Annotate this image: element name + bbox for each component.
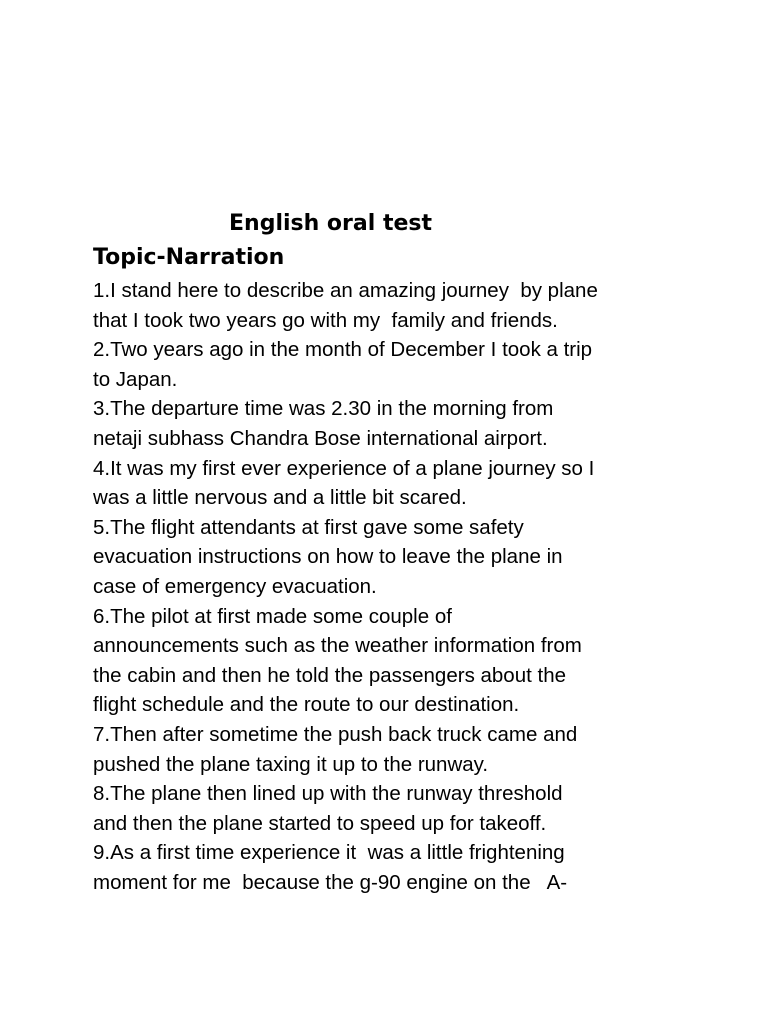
text-line: 8.The plane then lined up with the runway threshold xyxy=(93,782,563,806)
text-line: 9.As a first time experience it was a little frightening xyxy=(93,841,565,865)
text-line: 3.The departure time was 2.30 in the morning from xyxy=(93,397,554,421)
text-line: 7.Then after sometime the push back truck came and xyxy=(93,722,578,746)
text-line: the cabin and then he told the passengers about the xyxy=(93,663,567,687)
document-title: English oral test xyxy=(229,211,432,236)
text-line: 6.The pilot at first made some couple of xyxy=(93,604,452,628)
text-line: netaji subhass Chandra Bose international airport. xyxy=(93,426,548,450)
text-line: 1.I stand here to describe an amazing journey by plane xyxy=(93,279,598,302)
text-line: moment for me because the g-90 engine on the A- xyxy=(93,870,568,894)
text-line: evacuation instructions on how to leave the plane in xyxy=(93,545,563,569)
text-line: 2.Two years ago in the month of December I took a trip xyxy=(93,338,593,362)
text-line: announcements such as the weather information from xyxy=(93,634,582,658)
text-line: 5.The flight attendants at first gave some safety xyxy=(93,515,524,539)
text-line: case of emergency evacuation. xyxy=(93,574,377,598)
text-line: was a little nervous and a little bit scared. xyxy=(93,486,467,510)
text-line: and then the plane started to speed up for takeoff. xyxy=(93,811,547,835)
text-line: 4.It was my first ever experience of a plane journey so I xyxy=(93,456,595,480)
text-line: pushed the plane taxing it up to the runway. xyxy=(93,752,489,776)
narration-body xyxy=(93,276,693,897)
text-line: to Japan. xyxy=(93,367,178,391)
text-line: flight schedule and the route to our destination. xyxy=(93,693,520,717)
text-line: that I took two years go with my family and friends. xyxy=(93,308,558,332)
document-topic: Topic-Narration xyxy=(93,245,285,270)
